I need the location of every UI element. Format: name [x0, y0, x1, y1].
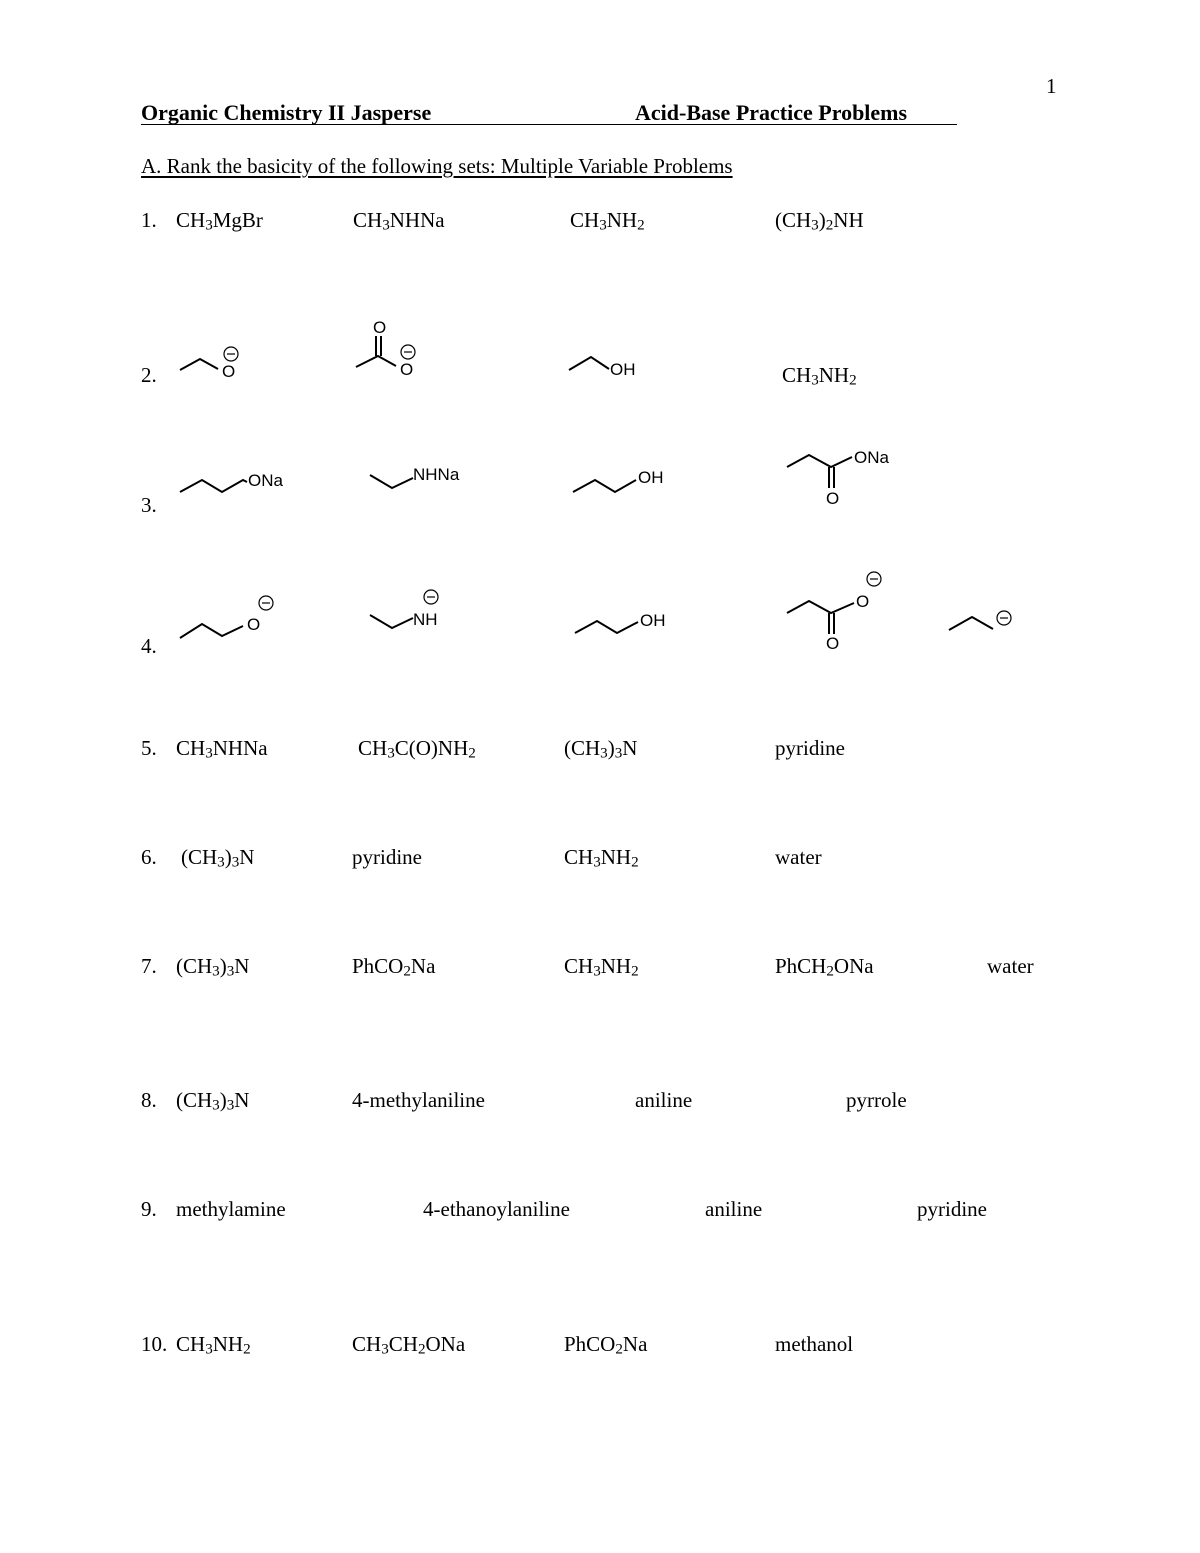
- sodium-butoxide-structure: [175, 462, 305, 502]
- section-title: A. Rank the basicity of the following sets: Multiple Variable Problems: [141, 154, 733, 178]
- svg-text:O: O: [373, 318, 387, 337]
- propanol-structure: [565, 345, 655, 385]
- problem-2-item-4: $CH_3NH_2$: [782, 363, 857, 389]
- problem-9-item-1: methylamine: [176, 1197, 286, 1221]
- problem-6-item-3: $CH_3NH_2$: [564, 845, 639, 871]
- problem-4-number: 4.: [141, 634, 157, 658]
- svg-text:NH: NH: [413, 610, 438, 629]
- worksheet-title: Acid-Base Practice Problems: [635, 100, 908, 125]
- svg-text:O: O: [247, 615, 261, 634]
- problem-10-number: 10.: [141, 1332, 168, 1356]
- problem-5-item-1: $CH_3NHNa$: [176, 736, 268, 762]
- problem-7-item-4: PhCH$_2$ONa: [775, 954, 874, 980]
- sodium-butanoate-structure: [782, 440, 912, 510]
- problem-7-item-3: $CH_3NH_2$: [564, 954, 639, 980]
- svg-text:OH: OH: [640, 611, 666, 630]
- svg-text:O: O: [826, 634, 840, 653]
- problem-8-item-1: $(CH_3)_3N$: [176, 1088, 250, 1114]
- problem-5-number: 5.: [141, 736, 157, 760]
- problem-8-item-3: aniline: [635, 1088, 693, 1112]
- problem-6-number: 6.: [141, 845, 157, 869]
- problem-5-item-4: pyridine: [775, 736, 845, 760]
- page-number: 1: [1046, 74, 1057, 98]
- propyl-carbanion-structure: [945, 600, 1025, 640]
- problem-1-item-3: $CH_3NH_2$: [570, 208, 645, 234]
- svg-text:O: O: [856, 592, 870, 611]
- problem-6-item-4: water: [775, 845, 822, 869]
- problem-1-item-4: $(CH_3)_2NH$: [775, 208, 864, 234]
- problem-6-item-2: pyridine: [352, 845, 422, 869]
- svg-text:O: O: [222, 362, 236, 381]
- problem-10-item-4: methanol: [775, 1332, 854, 1356]
- problem-6-item-1: $(CH_3)_3N$: [181, 845, 255, 871]
- problem-1-number: 1.: [141, 208, 157, 232]
- problem-8-item-4: pyrrole: [846, 1088, 907, 1112]
- svg-text:O: O: [400, 360, 414, 379]
- problem-7-item-2: PhCO$_2$Na: [352, 954, 436, 980]
- problem-8-number: 8.: [141, 1088, 157, 1112]
- problem-7-number: 7.: [141, 954, 157, 978]
- problem-8-item-2: 4-methylaniline: [352, 1088, 485, 1112]
- problem-7-item-5: water: [987, 954, 1034, 978]
- svg-text:OH: OH: [610, 360, 636, 379]
- course-title: Organic Chemistry II Jasperse: [141, 100, 432, 125]
- problem-9-item-4: pyridine: [917, 1197, 987, 1221]
- problem-7-item-1: $(CH_3)_3N$: [176, 954, 250, 980]
- problem-1-item-1: $CH_3MgBr$: [176, 208, 263, 234]
- butanol-structure-a: [568, 462, 688, 502]
- problem-9-item-3: aniline: [705, 1197, 763, 1221]
- svg-text:O: O: [826, 489, 840, 508]
- butanol-structure-b: [570, 605, 690, 645]
- header-rule: [141, 124, 957, 125]
- problem-5-item-3: $(CH_3)_3N$: [564, 736, 638, 762]
- problem-3-number: 3.: [141, 493, 157, 517]
- problem-10-item-1: $CH_3NH_2$: [176, 1332, 251, 1358]
- problem-10-item-2: $CH_3CH_2ONa$: [352, 1332, 466, 1358]
- acetate-structure: [350, 312, 430, 382]
- svg-text:ONa: ONa: [854, 448, 889, 467]
- sodium-propylamide-structure: [365, 460, 485, 500]
- svg-text:OH: OH: [638, 468, 664, 487]
- problem-5-item-2: $CH_3C(O)NH_2$: [358, 736, 476, 762]
- problem-9-item-2: 4-ethanoylaniline: [423, 1197, 570, 1221]
- butanoate-anion-structure: [782, 565, 902, 655]
- problem-2-number: 2.: [141, 363, 157, 387]
- problem-9-number: 9.: [141, 1197, 157, 1221]
- svg-text:NHNa: NHNa: [413, 465, 460, 484]
- butoxide-structure: [175, 590, 285, 650]
- problem-1-item-2: $CH_3NHNa$: [353, 208, 445, 234]
- svg-text:ONa: ONa: [248, 471, 283, 490]
- problem-10-item-3: PhCO$_2$Na: [564, 1332, 648, 1358]
- propylamide-anion-structure: [365, 585, 465, 645]
- propoxide-structure: [170, 335, 250, 385]
